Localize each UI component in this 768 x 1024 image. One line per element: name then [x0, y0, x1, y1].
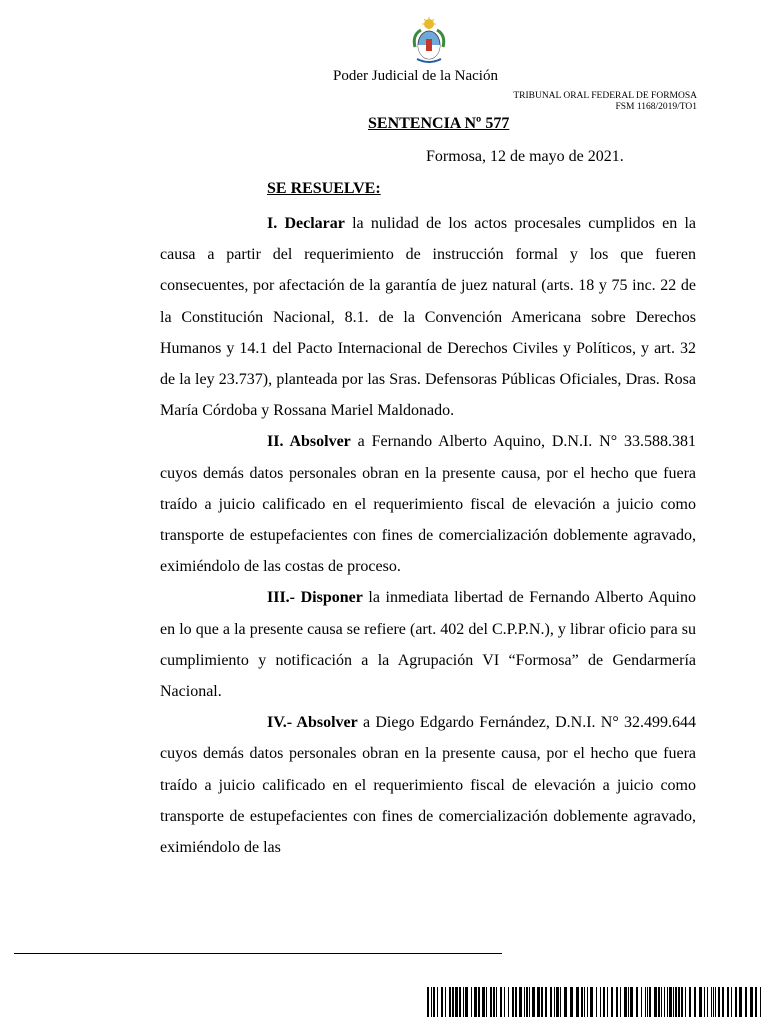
barcode-bar — [685, 987, 686, 1017]
barcode-bar — [658, 987, 660, 1017]
barcode-bar — [689, 987, 691, 1017]
document-title: SENTENCIA Nº 577 — [368, 115, 510, 132]
paragraph-text: a Diego Edgardo Fernández, D.N.I. N° 32.499.644 cuyos demás datos personales obran en la presente causa, por el hecho que fuera traído a juicio calificado en el requerimiento fiscal de elevación a juicio como transporte de estupefacientes con fines de comercialización doblemente agravado, eximiéndolo de las — [160, 714, 696, 857]
barcode-bar — [760, 987, 761, 1017]
barcode-bar — [554, 987, 555, 1017]
barcode-bar — [678, 987, 680, 1017]
paragraph-lead: III.- Disponer — [267, 589, 363, 607]
resolution-paragraph-2 — [160, 426, 696, 582]
barcode-bar — [455, 987, 458, 1017]
tribunal-info — [513, 91, 697, 113]
barcode-bar — [541, 987, 543, 1017]
barcode-bar — [515, 987, 517, 1017]
barcode-bar — [526, 987, 528, 1017]
barcode-bar — [576, 987, 579, 1017]
barcode-bar — [731, 987, 732, 1017]
barcode-bar — [459, 987, 461, 1017]
barcode-bar — [445, 987, 446, 1017]
barcode-bar — [550, 987, 552, 1017]
barcode-bar — [745, 987, 747, 1017]
barcode-bar — [519, 987, 522, 1017]
barcode-bar — [560, 987, 561, 1017]
barcode-bar — [641, 987, 642, 1017]
barcode-bar — [570, 987, 573, 1017]
resolution-body — [160, 208, 696, 863]
paragraph-lead: II. Absolver — [267, 433, 351, 451]
barcode-bar — [471, 987, 472, 1017]
barcode-bar — [564, 987, 567, 1017]
argentina-coat-of-arms-icon — [409, 17, 449, 65]
barcode-bar — [449, 987, 451, 1017]
barcode-bar — [664, 987, 665, 1017]
barcode-bar — [490, 987, 492, 1017]
barcode-bar — [512, 987, 514, 1017]
case-number: FSM 1168/2019/TO1 — [615, 102, 697, 112]
barcode-bar — [713, 987, 714, 1017]
barcode-bar — [478, 987, 480, 1017]
barcode-bar — [441, 987, 443, 1017]
barcode-bar — [715, 987, 716, 1017]
date-line: Formosa, 12 de mayo de 2021. — [426, 148, 624, 165]
paragraph-lead: IV.- Absolver — [267, 714, 358, 732]
barcode-bar — [537, 987, 540, 1017]
barcode-bar — [647, 987, 648, 1017]
paragraph-lead: I. Declarar — [267, 215, 345, 232]
barcode-bar — [508, 987, 509, 1017]
resolution-paragraph-1 — [160, 208, 696, 426]
barcode-bar — [504, 987, 505, 1017]
barcode-bar — [493, 987, 495, 1017]
barcode-bar — [675, 987, 677, 1017]
barcode-bar — [630, 987, 633, 1017]
barcode-bar — [584, 987, 585, 1017]
barcode-bar — [681, 987, 683, 1017]
barcode-bar — [711, 987, 712, 1017]
barcode-bar — [474, 987, 477, 1017]
barcode-bar — [581, 987, 583, 1017]
resolution-paragraph-4 — [160, 707, 696, 863]
barcode-bar — [486, 987, 487, 1017]
barcode-bar — [529, 987, 530, 1017]
barcode-bar — [500, 987, 502, 1017]
section-heading: SE RESUELVE: — [267, 180, 381, 197]
footer-divider — [14, 953, 502, 954]
barcode-bar — [600, 987, 601, 1017]
barcode-bar — [704, 987, 705, 1017]
barcode-bar — [556, 987, 559, 1017]
barcode-bar — [620, 987, 621, 1017]
barcode-bar — [669, 987, 672, 1017]
barcode-bar — [616, 987, 618, 1017]
paragraph-text: la nulidad de los actos procesales cumplidos en la causa a partir del requerimiento de instrucción formal y los que fueren consecuentes, por afectación de la garantía de juez natural (arts. 18 y 75 inc. 22 de la Constitución Nacional, 8.1. de la Convención Americana sobre Derechos Humanos y 14.1 del Pacto Internacional de Derechos Civiles y Políticos, y art. 32 de la ley 23.737), planteada por las Sras. Defensoras Públicas Oficiales, Dras. Rosa María Córdoba y Rossana Mariel Maldonado. — [160, 215, 696, 420]
barcode-bar — [532, 987, 535, 1017]
barcode-bar — [628, 987, 629, 1017]
barcode-bar — [739, 987, 742, 1017]
barcode-bar — [755, 987, 757, 1017]
barcode-bar — [427, 987, 429, 1017]
barcode-bar — [590, 987, 593, 1017]
paragraph-text: la inmediata libertad de Fernando Alberto Aquino en lo que a la presente causa se refiere (art. 402 del C.P.P.N.), y librar oficio para su cumplimiento y notificación a la Agrupación VI “Formosa” de Gendarmería Nacional. — [160, 589, 696, 701]
barcode-icon — [427, 987, 761, 1017]
barcode-bar — [463, 987, 464, 1017]
barcode-bar — [699, 987, 702, 1017]
barcode-bar — [722, 987, 724, 1017]
barcode-bar — [587, 987, 588, 1017]
barcode-bar — [452, 987, 454, 1017]
barcode-bar — [496, 987, 497, 1017]
resolution-paragraph-3 — [160, 582, 696, 707]
barcode-bar — [750, 987, 753, 1017]
barcode-bar — [465, 987, 468, 1017]
barcode-bar — [624, 987, 627, 1017]
barcode-bar — [654, 987, 657, 1017]
barcode-bar — [727, 987, 729, 1017]
barcode-bar — [431, 987, 432, 1017]
barcode-bar — [611, 987, 613, 1017]
barcode-bar — [603, 987, 605, 1017]
barcode-bar — [596, 987, 597, 1017]
barcode-bar — [607, 987, 608, 1017]
barcode-bar — [524, 987, 525, 1017]
barcode-bar — [735, 987, 737, 1017]
barcode-bar — [694, 987, 696, 1017]
barcode-bar — [667, 987, 668, 1017]
barcode-bar — [545, 987, 547, 1017]
barcode-bar — [649, 987, 651, 1017]
barcode-bar — [482, 987, 485, 1017]
barcode-bar — [718, 987, 720, 1017]
barcode-bar — [433, 987, 435, 1017]
court-name: Poder Judicial de la Nación — [333, 68, 498, 84]
barcode-bar — [636, 987, 638, 1017]
paragraph-text: a Fernando Alberto Aquino, D.N.I. N° 33.588.381 cuyos demás datos personales obran en la presente causa, por el hecho que fuera traído a juicio calificado en el requerimiento fiscal de elevación a juicio como transporte de estupefacientes con fines de comercialización doblemente agravado, eximiéndolo de las costas de proceso. — [160, 433, 696, 576]
barcode-bar — [673, 987, 674, 1017]
barcode-bar — [645, 987, 646, 1017]
barcode-bar — [707, 987, 708, 1017]
barcode-bar — [437, 987, 438, 1017]
tribunal-name: TRIBUNAL ORAL FEDERAL DE FORMOSA — [513, 91, 697, 101]
barcode-bar — [661, 987, 662, 1017]
